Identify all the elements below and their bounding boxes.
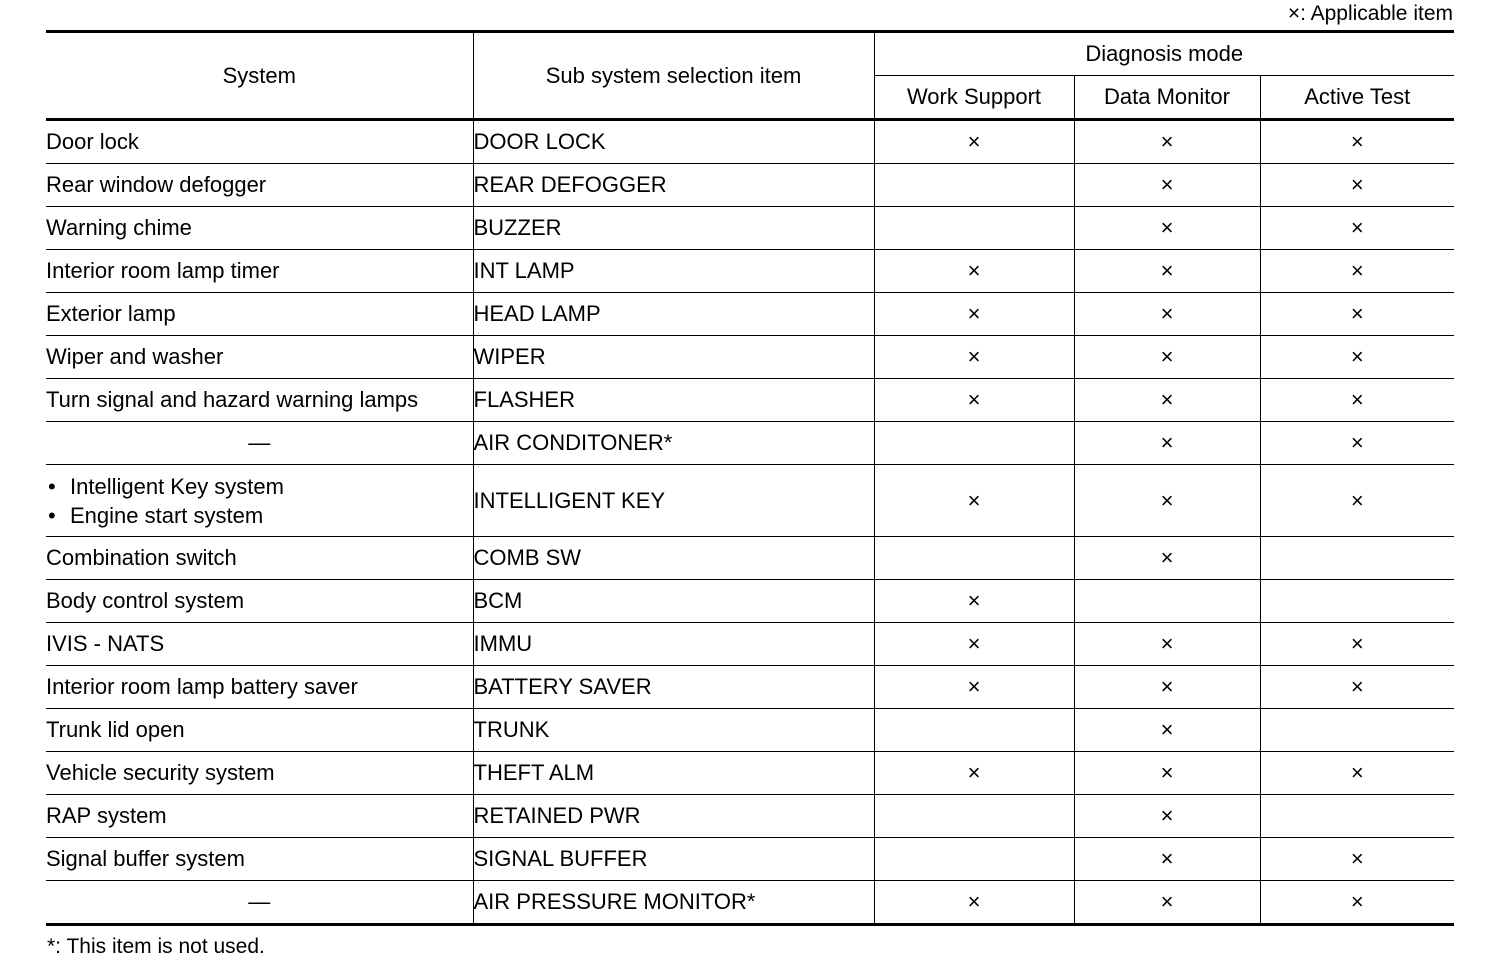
sub-system-cell: RETAINED PWR xyxy=(473,795,874,838)
work-support-mark: × xyxy=(874,465,1074,537)
table-row xyxy=(46,336,1454,379)
data-monitor-mark: × xyxy=(1074,623,1260,666)
data-monitor-mark: × xyxy=(1074,250,1260,293)
system-cell: Trunk lid open xyxy=(46,709,473,752)
active-test-mark: × xyxy=(1260,422,1454,465)
header-system: System xyxy=(46,32,473,120)
active-test-mark: × xyxy=(1260,120,1454,164)
table-row xyxy=(46,379,1454,422)
header-data-monitor: Data Monitor xyxy=(1074,76,1260,120)
system-cell: Door lock xyxy=(46,120,473,164)
work-support-mark: × xyxy=(874,336,1074,379)
table-row xyxy=(46,881,1454,925)
system-cell: Combination switch xyxy=(46,537,473,580)
table-row xyxy=(46,580,1454,623)
diagnosis-mode-table xyxy=(46,30,1454,926)
applicable-item-legend: ×: Applicable item xyxy=(1287,2,1453,25)
system-cell: Signal buffer system xyxy=(46,838,473,881)
sub-system-cell: BATTERY SAVER xyxy=(473,666,874,709)
data-monitor-mark: × xyxy=(1074,838,1260,881)
work-support-mark xyxy=(874,164,1074,207)
system-cell: — xyxy=(46,881,473,925)
system-cell: — xyxy=(46,422,473,465)
sub-system-cell: IMMU xyxy=(473,623,874,666)
sub-system-cell: DOOR LOCK xyxy=(473,120,874,164)
header-active-test: Active Test xyxy=(1260,76,1454,120)
sub-system-cell: BUZZER xyxy=(473,207,874,250)
work-support-mark xyxy=(874,207,1074,250)
data-monitor-mark xyxy=(1074,580,1260,623)
data-monitor-mark: × xyxy=(1074,336,1260,379)
active-test-mark: × xyxy=(1260,838,1454,881)
work-support-mark xyxy=(874,709,1074,752)
active-test-mark xyxy=(1260,537,1454,580)
active-test-mark: × xyxy=(1260,465,1454,537)
system-cell: Wiper and washer xyxy=(46,336,473,379)
table-row xyxy=(46,250,1454,293)
system-cell: Vehicle security system xyxy=(46,752,473,795)
active-test-mark: × xyxy=(1260,207,1454,250)
system-bullet-item: • Engine start system xyxy=(46,501,473,530)
active-test-mark: × xyxy=(1260,250,1454,293)
sub-system-cell: WIPER xyxy=(473,336,874,379)
work-support-mark: × xyxy=(874,752,1074,795)
table-row xyxy=(46,623,1454,666)
system-cell: Rear window defogger xyxy=(46,164,473,207)
active-test-mark: × xyxy=(1260,623,1454,666)
work-support-mark: × xyxy=(874,293,1074,336)
sub-system-cell: INT LAMP xyxy=(473,250,874,293)
table-row xyxy=(46,838,1454,881)
sub-system-cell: COMB SW xyxy=(473,537,874,580)
data-monitor-mark: × xyxy=(1074,795,1260,838)
header-work-support: Work Support xyxy=(874,76,1074,120)
system-cell: Exterior lamp xyxy=(46,293,473,336)
table-row xyxy=(46,293,1454,336)
table-row xyxy=(46,207,1454,250)
system-cell: IVIS - NATS xyxy=(46,623,473,666)
table-row xyxy=(46,666,1454,709)
data-monitor-mark: × xyxy=(1074,709,1260,752)
data-monitor-mark: × xyxy=(1074,666,1260,709)
work-support-mark: × xyxy=(874,120,1074,164)
table-row xyxy=(46,709,1454,752)
active-test-mark: × xyxy=(1260,881,1454,925)
system-cell: Interior room lamp timer xyxy=(46,250,473,293)
table-row xyxy=(46,752,1454,795)
sub-system-cell: SIGNAL BUFFER xyxy=(473,838,874,881)
active-test-mark: × xyxy=(1260,379,1454,422)
table-row xyxy=(46,120,1454,164)
system-cell: Turn signal and hazard warning lamps xyxy=(46,379,473,422)
active-test-mark: × xyxy=(1260,752,1454,795)
work-support-mark: × xyxy=(874,379,1074,422)
work-support-mark xyxy=(874,838,1074,881)
sub-system-cell: THEFT ALM xyxy=(473,752,874,795)
table-row xyxy=(46,465,1454,537)
work-support-mark: × xyxy=(874,250,1074,293)
active-test-mark xyxy=(1260,709,1454,752)
table-row xyxy=(46,164,1454,207)
sub-system-cell: AIR CONDITONER* xyxy=(473,422,874,465)
work-support-mark: × xyxy=(874,666,1074,709)
table-body xyxy=(46,120,1454,925)
active-test-mark xyxy=(1260,795,1454,838)
system-cell xyxy=(46,465,473,537)
work-support-mark: × xyxy=(874,881,1074,925)
data-monitor-mark: × xyxy=(1074,422,1260,465)
data-monitor-mark: × xyxy=(1074,537,1260,580)
data-monitor-mark: × xyxy=(1074,207,1260,250)
sub-system-cell: FLASHER xyxy=(473,379,874,422)
system-bullet-item: • Intelligent Key system xyxy=(46,472,473,501)
data-monitor-mark: × xyxy=(1074,379,1260,422)
system-bullet-list xyxy=(46,472,473,530)
work-support-mark: × xyxy=(874,580,1074,623)
active-test-mark: × xyxy=(1260,164,1454,207)
active-test-mark: × xyxy=(1260,293,1454,336)
system-cell: RAP system xyxy=(46,795,473,838)
sub-system-cell: HEAD LAMP xyxy=(473,293,874,336)
header-sub-system: Sub system selection item xyxy=(473,32,874,120)
sub-system-cell: BCM xyxy=(473,580,874,623)
data-monitor-mark: × xyxy=(1074,465,1260,537)
work-support-mark xyxy=(874,537,1074,580)
data-monitor-mark: × xyxy=(1074,881,1260,925)
data-monitor-mark: × xyxy=(1074,752,1260,795)
sub-system-cell: TRUNK xyxy=(473,709,874,752)
work-support-mark: × xyxy=(874,623,1074,666)
work-support-mark xyxy=(874,422,1074,465)
sub-system-cell: REAR DEFOGGER xyxy=(473,164,874,207)
system-cell: Interior room lamp battery saver xyxy=(46,666,473,709)
footnote: *: This item is not used. xyxy=(47,935,265,958)
active-test-mark: × xyxy=(1260,666,1454,709)
system-cell: Warning chime xyxy=(46,207,473,250)
system-cell: Body control system xyxy=(46,580,473,623)
table-row xyxy=(46,795,1454,838)
table-row xyxy=(46,422,1454,465)
data-monitor-mark: × xyxy=(1074,293,1260,336)
table-header xyxy=(46,32,1454,120)
header-diagnosis-mode: Diagnosis mode xyxy=(874,32,1454,76)
data-monitor-mark: × xyxy=(1074,164,1260,207)
active-test-mark: × xyxy=(1260,336,1454,379)
work-support-mark xyxy=(874,795,1074,838)
table-row xyxy=(46,537,1454,580)
data-monitor-mark: × xyxy=(1074,120,1260,164)
sub-system-cell: AIR PRESSURE MONITOR* xyxy=(473,881,874,925)
sub-system-cell: INTELLIGENT KEY xyxy=(473,465,874,537)
active-test-mark xyxy=(1260,580,1454,623)
